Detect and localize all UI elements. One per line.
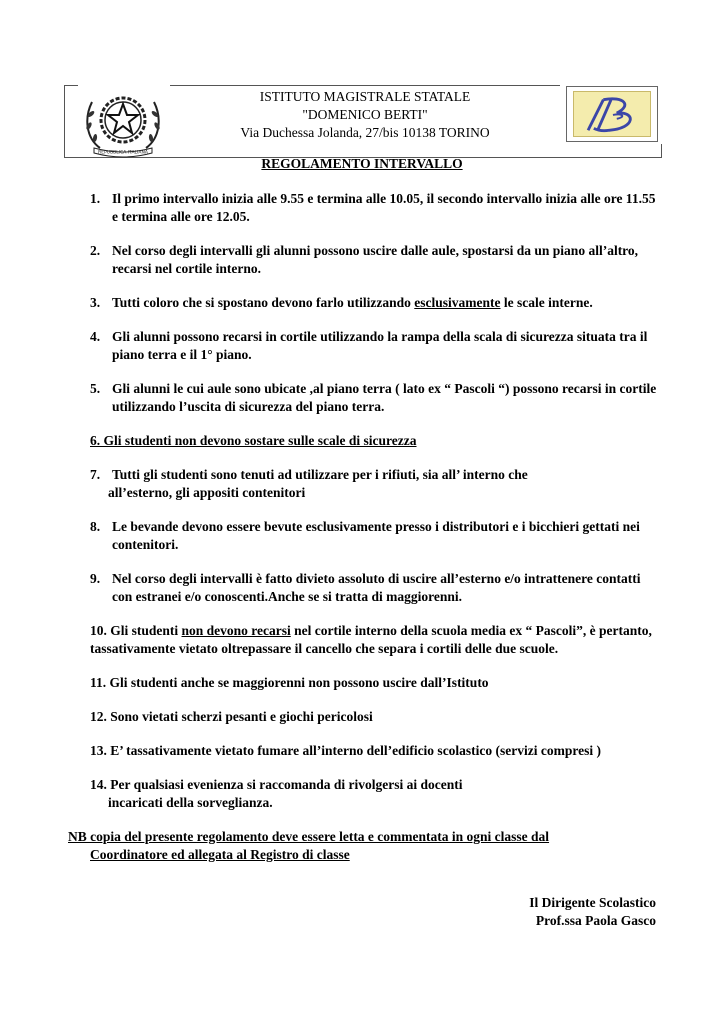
rule-item	[90, 674, 660, 692]
rule-number: 3.	[90, 295, 101, 310]
rule-text-pre: 10. Gli studenti	[90, 623, 182, 638]
school-type: ISTITUTO MAGISTRALE STATALE	[259, 89, 471, 104]
rule-number: 1.	[90, 191, 101, 206]
rule-item	[90, 708, 660, 726]
nb-line2: Coordinatore ed allegata al Registro di classe	[90, 847, 350, 862]
rule-number: 9.	[90, 571, 101, 586]
rule-text: 12. Sono vietati scherzi pesanti e giochi pericolosi	[90, 709, 373, 724]
school-address: Via Duchessa Jolanda, 27/bis 10138 TORINO	[240, 125, 490, 140]
school-header	[190, 88, 540, 142]
school-logo	[566, 86, 658, 142]
logo-background	[573, 91, 651, 137]
rule-text-line1: Tutti gli studenti sono tenuti ad utilizzare per i rifiuti, sia all’ interno che	[112, 467, 528, 482]
rule-item	[90, 242, 660, 278]
rule-number: 4.	[90, 329, 101, 344]
school-name: "DOMENICO BERTI"	[302, 107, 428, 122]
rule-text-underlined: 6. Gli studenti non devono sostare sulle scale di sicurezza	[90, 433, 417, 448]
svg-text:REPUBBLICA ITALIANA: REPUBBLICA ITALIANA	[98, 150, 148, 156]
rule-number: 5.	[90, 381, 101, 396]
italian-republic-emblem-icon	[80, 82, 166, 158]
rule-number: 8.	[90, 519, 101, 534]
rule-text-line2: all’esterno, gli appositi contenitori	[108, 485, 306, 500]
rule-item	[90, 432, 660, 450]
rule-text: 13. E’ tassativamente vietato fumare all’interno dell’edificio scolastico (servizi compresi )	[90, 743, 602, 758]
rule-text: 11. Gli studenti anche se maggiorenni non possono uscire dall’Istituto	[90, 675, 489, 690]
rule-text: Gli alunni le cui aule sono ubicate ,al piano terra ( lato ex “ Pascoli “) possono recarsi in cortile utilizzando l’uscita di sicurezza del piano terra.	[112, 381, 657, 414]
rule-item	[90, 328, 660, 364]
rule-item	[90, 466, 660, 502]
rule-number: 7.	[90, 467, 101, 482]
signature-name: Prof.ssa Paola Gasco	[535, 913, 656, 928]
rule-item	[90, 776, 660, 812]
rule-text-line1: 14. Per qualsiasi evenienza si raccomanda di rivolgersi ai docenti	[90, 777, 463, 792]
header-left-bracket-side	[64, 85, 65, 157]
signature-role: Il Dirigente Scolastico	[529, 895, 656, 910]
rule-text: Nel corso degli intervalli è fatto divieto assoluto di uscire all’esterno e/o intrattenere contatti con estranei e/o conoscenti.Anche se si tratta di maggiorenni.	[112, 571, 641, 604]
rule-text: Il primo intervallo inizia alle 9.55 e termina alle 10.05, il secondo intervallo inizia alle ore 11.55 e termina alle ore 12.05.	[112, 191, 656, 224]
rule-text: Le bevande devono essere bevute esclusivamente presso i distributori e i bicchieri gettati nei contenitori.	[112, 519, 640, 552]
header-left-bracket-top	[64, 85, 78, 86]
rule-text-underlined: non devono recarsi	[181, 623, 291, 638]
rule-text-underlined: esclusivamente	[414, 295, 501, 310]
rule-text-post: le scale interne.	[500, 295, 593, 310]
rule-number: 2.	[90, 243, 101, 258]
header-top-rule	[170, 85, 560, 86]
rule-text-line2: incaricati della sorveglianza.	[108, 795, 273, 810]
rule-item	[90, 518, 660, 554]
school-monogram-logo-icon	[574, 92, 650, 136]
document-title: REGOLAMENTO INTERVALLO	[261, 156, 463, 171]
rules-list	[90, 190, 660, 828]
rule-item	[90, 380, 660, 416]
nb-line1: NB copia del presente regolamento deve essere letta e commentata in ogni classe dal	[68, 829, 550, 844]
nb-note	[68, 828, 668, 864]
rule-item	[90, 570, 660, 606]
rule-item	[90, 622, 660, 658]
rule-text: Nel corso degli intervalli gli alunni possono uscire dalle aule, spostarsi da un piano all’altro, recarsi nel cortile interno.	[112, 243, 639, 276]
rule-text-post: nel cortile interno della scuola media ex “ Pascoli”, è pertanto, tassativamente vietato oltrepassare il cancello che separa i cortili delle due scuole.	[90, 623, 652, 656]
rule-item	[90, 742, 660, 760]
rule-text-pre: Tutti coloro che si spostano devono farlo utilizzando	[112, 295, 415, 310]
rule-text: Gli alunni possono recarsi in cortile utilizzando la rampa della scala di sicurezza situata tra il piano terra e il 1° piano.	[112, 329, 648, 362]
signature-block	[529, 894, 656, 930]
rule-item	[90, 294, 660, 312]
rule-item	[90, 190, 660, 226]
